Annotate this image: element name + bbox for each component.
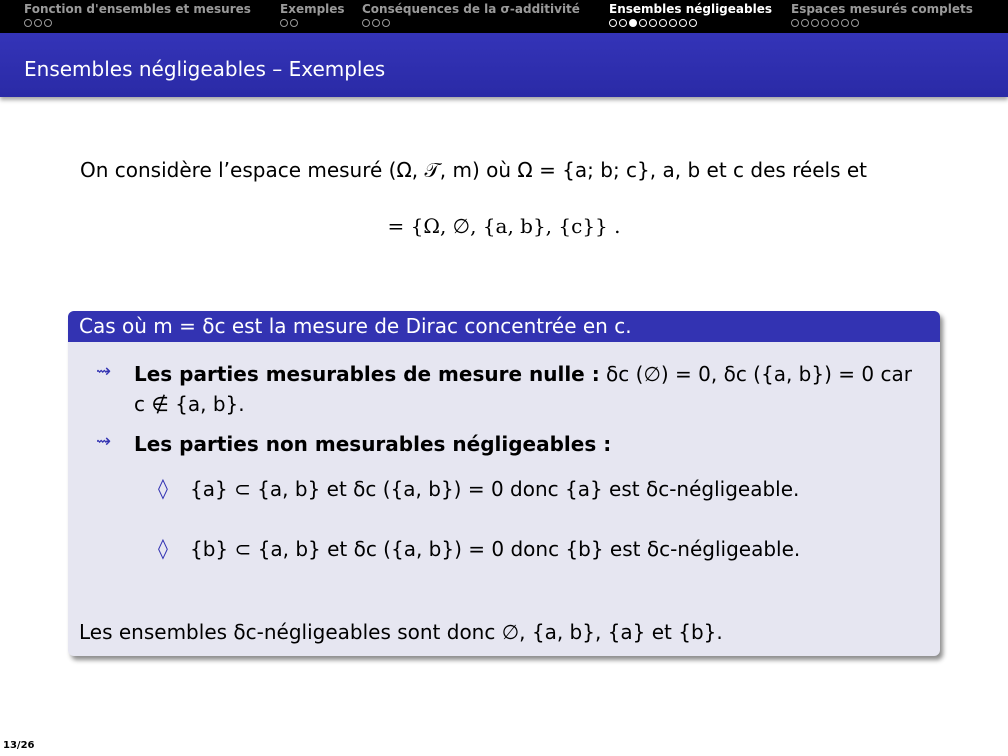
section-navigation bbox=[0, 0, 1008, 33]
item-text: δc (∅) = 0, δc ({a, b}) = 0 car bbox=[599, 362, 912, 386]
nav-dot-current[interactable] bbox=[629, 19, 637, 27]
nav-dots bbox=[791, 17, 973, 29]
nav-dot[interactable] bbox=[649, 19, 657, 27]
frame-title-bar bbox=[0, 33, 1008, 97]
nav-dots bbox=[362, 17, 580, 29]
nav-dot[interactable] bbox=[811, 19, 819, 27]
nav-dot[interactable] bbox=[382, 19, 390, 27]
frame-title: Ensembles négligeables – Exemples bbox=[24, 57, 386, 81]
item-heading: Les parties mesurables de mesure nulle : bbox=[134, 362, 600, 386]
intro-equation: = {Ω, ∅, {a, b}, {c}} . bbox=[387, 214, 621, 238]
nav-dot[interactable] bbox=[24, 19, 32, 27]
page-number: 13/26 bbox=[3, 740, 35, 751]
nav-dots bbox=[24, 17, 251, 29]
nav-section-title[interactable]: Espaces mesurés complets bbox=[791, 2, 973, 16]
nav-dots bbox=[609, 17, 772, 29]
list-item-continuation: c ∉ {a, b}. bbox=[134, 392, 245, 416]
nav-section-title[interactable]: Exemples bbox=[280, 2, 345, 16]
diamond-bullet-icon: ◊ bbox=[158, 536, 168, 560]
block-conclusion: Les ensembles δc-négligeables sont donc ∅, {a, b}, {a} et {b}. bbox=[79, 620, 723, 644]
nav-dot[interactable] bbox=[44, 19, 52, 27]
nav-section-title[interactable]: Conséquences de la σ-additivité bbox=[362, 2, 580, 16]
nav-dot[interactable] bbox=[639, 19, 647, 27]
nav-section-title[interactable]: Ensembles négligeables bbox=[609, 2, 772, 16]
sub-item-b: {b} ⊂ {a, b} et δc ({a, b}) = 0 donc {b} est δc-négligeable. bbox=[190, 537, 801, 561]
nav-dot[interactable] bbox=[791, 19, 799, 27]
nav-dot[interactable] bbox=[34, 19, 42, 27]
intro-text: On considère l’espace mesuré (Ω, 𝒯, m) où Ω = {a; b; c}, a, b et c des réels et bbox=[80, 158, 868, 182]
nav-section-consequences[interactable] bbox=[362, 2, 580, 29]
nav-dot[interactable] bbox=[679, 19, 687, 27]
nav-dot[interactable] bbox=[362, 19, 370, 27]
diamond-bullet-icon: ◊ bbox=[158, 476, 168, 500]
arrow-bullet-icon: ⇝ bbox=[96, 361, 112, 382]
nav-dot[interactable] bbox=[841, 19, 849, 27]
sub-item-a: {a} ⊂ {a, b} et δc ({a, b}) = 0 donc {a} est δc-négligeable. bbox=[190, 477, 800, 501]
nav-dot[interactable] bbox=[689, 19, 697, 27]
nav-section-complets[interactable] bbox=[791, 2, 973, 29]
nav-section-exemples[interactable] bbox=[280, 2, 345, 29]
nav-section-fonction[interactable] bbox=[24, 2, 251, 29]
nav-section-title[interactable]: Fonction d'ensembles et mesures bbox=[24, 2, 251, 16]
block-title: Cas où m = δc est la mesure de Dirac concentrée en c. bbox=[68, 311, 940, 342]
nav-dot[interactable] bbox=[801, 19, 809, 27]
nav-dot[interactable] bbox=[280, 19, 288, 27]
arrow-bullet-icon: ⇝ bbox=[96, 431, 112, 452]
nav-dot[interactable] bbox=[831, 19, 839, 27]
nav-dot[interactable] bbox=[821, 19, 829, 27]
nav-dot[interactable] bbox=[851, 19, 859, 27]
nav-dot[interactable] bbox=[609, 19, 617, 27]
dirac-block bbox=[68, 311, 940, 656]
nav-dot[interactable] bbox=[659, 19, 667, 27]
nav-dot[interactable] bbox=[619, 19, 627, 27]
list-item-non-mesurables: Les parties non mesurables négligeables : bbox=[134, 432, 612, 456]
nav-dot[interactable] bbox=[372, 19, 380, 27]
nav-dot[interactable] bbox=[290, 19, 298, 27]
nav-dots bbox=[280, 17, 345, 29]
nav-section-negligeables[interactable] bbox=[609, 2, 772, 29]
nav-dot[interactable] bbox=[669, 19, 677, 27]
list-item-mesurables bbox=[134, 362, 912, 386]
